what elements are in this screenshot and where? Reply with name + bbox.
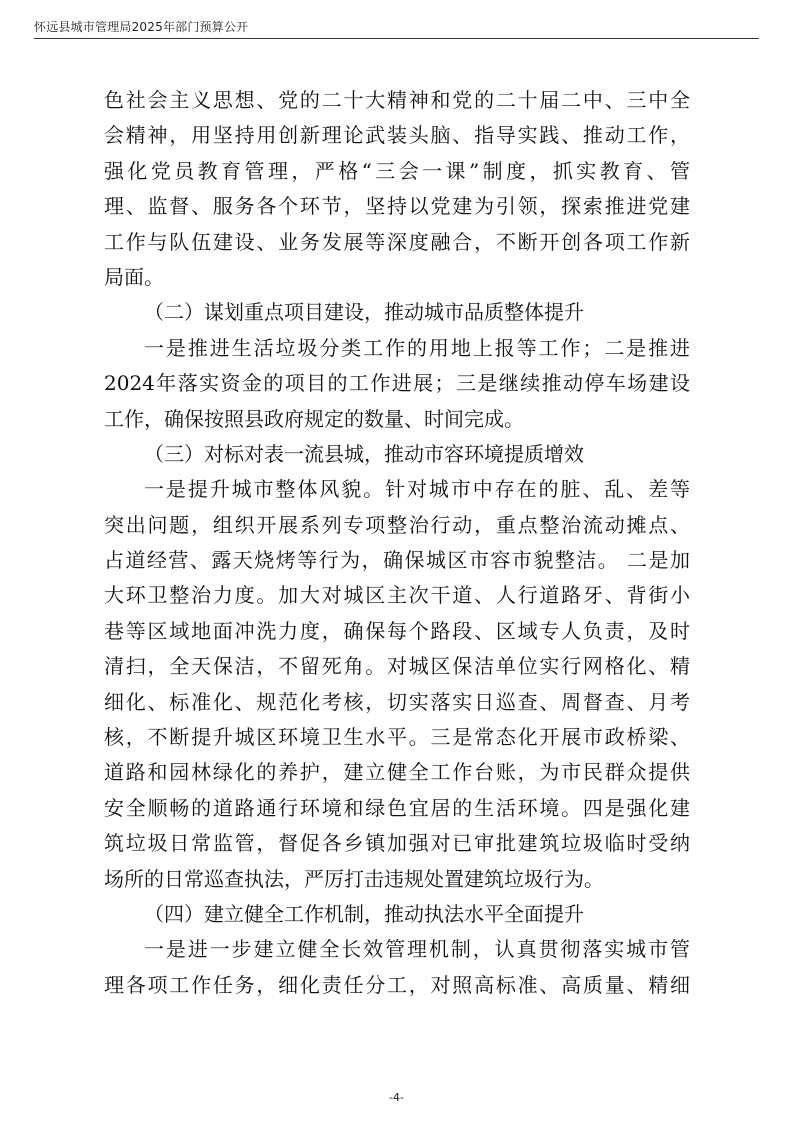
- paragraph-line: 巷等区域地面冲洗力度，确保每个路段、区域专人负责，及时: [104, 618, 690, 643]
- paragraph-line: 理、监督、服务各个环节，坚持以党建为引领，探索推进党建: [104, 194, 690, 219]
- paragraph-line: 核，不断提升城区环境卫生水平。三是常态化开展市政桥梁、: [104, 725, 690, 750]
- paragraph-line: 强化党员教育管理，严格“三会一课”制度，抓实教育、管: [104, 158, 690, 183]
- paragraph-line: 场所的日常巡查执法，严厉打击违规处置建筑垃圾行为。: [104, 866, 604, 891]
- page-number: -4-: [389, 1091, 404, 1104]
- section-heading: （四）建立健全工作机制，推动执法水平全面提升: [144, 901, 584, 926]
- paragraph-line: 会精神，用坚持用创新理论武装头脑、指导实践、推动工作，: [104, 123, 690, 148]
- paragraph-line: 筑垃圾日常监管，督促各乡镇加强对已审批建筑垃圾临时受纳: [104, 831, 690, 856]
- section-heading: （三）对标对表一流县城，推动市容环境提质增效: [144, 441, 584, 466]
- paragraph-line: 细化、标准化、规范化考核，切实落实日巡查、周督查、月考: [104, 689, 690, 714]
- paragraph-line: 一是提升城市整体风貌。针对城市中存在的脏、乱、差等: [144, 477, 690, 502]
- paragraph-line: 一是推进生活垃圾分类工作的用地上报等工作；二是推进: [144, 335, 690, 360]
- document-body: [104, 83, 690, 1003]
- paragraph-line: 工作，确保按照县政府规定的数量、时间完成。: [104, 406, 524, 431]
- paragraph-line: 局面。: [104, 264, 164, 289]
- paragraph-line: 2024年落实资金的项目的工作进展；三是继续推动停车场建设: [104, 371, 690, 396]
- paragraph-line: 清扫，全天保洁，不留死角。对城区保洁单位实行网格化、精: [104, 654, 690, 679]
- paragraph-line: 理各项工作任务，细化责任分工，对照高标准、高质量、精细: [104, 972, 690, 997]
- paragraph-line: 工作与队伍建设、业务发展等深度融合，不断开创各项工作新: [104, 229, 690, 254]
- paragraph-line: 道路和园林绿化的养护，建立健全工作台账，为市民群众提供: [104, 760, 690, 785]
- paragraph-line: 色社会主义思想、党的二十大精神和党的二十届二中、三中全: [104, 88, 690, 112]
- paragraph-line: 突出问题，组织开展系列专项整治行动，重点整治流动摊点、: [104, 512, 690, 537]
- header-divider: [34, 38, 759, 39]
- document-header: 怀远县城市管理局2025年部门预算公开: [34, 20, 249, 34]
- paragraph-line: 大环卫整治力度。加大对城区主次干道、人行道路牙、背街小: [104, 583, 690, 608]
- paragraph-line: 占道经营、露天烧烤等行为，确保城区市容市貌整洁。 二是加: [104, 548, 690, 573]
- section-heading: （二）谋划重点项目建设，推动城市品质整体提升: [144, 300, 584, 325]
- paragraph-line: 一是进一步建立健全长效管理机制，认真贯彻落实城市管: [144, 937, 690, 962]
- paragraph-line: 安全顺畅的道路通行环境和绿色宜居的生活环境。四是强化建: [104, 795, 690, 820]
